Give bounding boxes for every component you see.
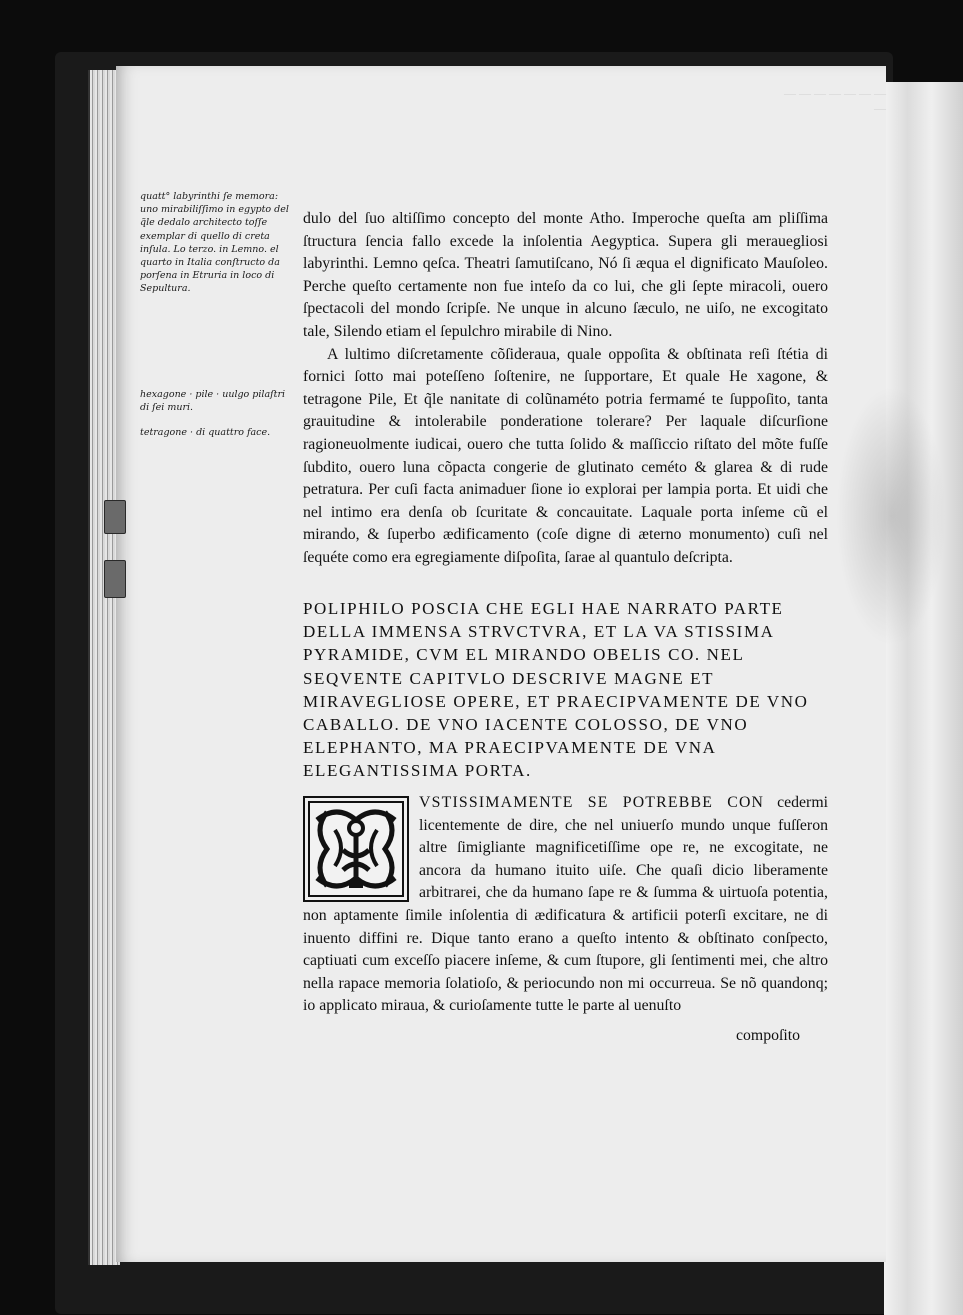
decorated-initial bbox=[303, 796, 409, 902]
catchword: compoſito bbox=[736, 1027, 801, 1044]
chapter-heading: POLIPHILO POSCIA CHE EGLI HAE NARRATO PARTE DELLA IMMENSA STRVCTVRA, ET LA VA STISSIMA PYRAMIDE, CVM EL MIRANDO OBELIS CO. NEL SEQVENTE CAPITVLO DESCRIVE MAGNE ET MIRAVEGLIOSE OPERE, ET PRAECIPVAMENTE DE VNO CABALLO. DE VNO IACENTE COLOSSO, DE VNO ELEPHANTO, MA PRAECIPVAMENTE DE VNA ELEGANTISSIMA PORTA. bbox=[303, 599, 809, 781]
clasp-top bbox=[104, 500, 126, 534]
facing-page-edge bbox=[884, 82, 963, 1315]
knotwork-ornament-icon bbox=[307, 800, 405, 898]
chapter-text: cedermi licentemente de dire, che nel uniuerſo mundo unque fuſſeron altre ſimigliante magnificetiſſime ope re, ne excogitate, ne ancora da humano ituito uiſe. Che quaſi dicio liberamente arbitrarei, che da humano ſape re & ſumma & uirtuoſa potentia, non aptamente ſimile inſolentia di ædificatura & artificii poterſi excitare, ne di inuento diffini re. Dique tanto erano a queſto intento & obſtinato conſpecto, captiuati cum exceſſo piacere inſeme, & cum ſtupore, gli ſentimenti mei, che altro nella rapace memoria ſolatioſo, & periocundo non mi occurreua. Se nõ quandonq; io applicato miraua, & curioſamente tutte le parte al uenuſto bbox=[303, 794, 828, 1015]
paragraph-continued: dulo del ſuo altiſſimo concepto del monte Atho. Imperoche queſta am pliſſima ſtructura ſencia fallo excede la inſolentia Aegyptica. Supera gli merauegliosi labyrinthi. Lemno qeſca. Theatri ſamutiſcano, Nó ſi æqua el dignificato Mauſoleo. Perche queſto certamente non fue inteſo da co lui, che gli ſepte miracoli, ouero ſpectacoli del mondo ſcripſe. Ne unque in alcuno ſæculo, ne uiſo, ne excogitato tale, Silendo etiam el ſepulchro mirabile di Nino. bbox=[303, 210, 828, 340]
margin-note-labyrinths: quatt° labyrinthi ſe memora: uno mirabiliſſimo in egypto del q̃le dedalo architecto toſſe exemplar di quello di creta inſula. Lo terzo. in Lemno. el quarto in Italia conſtructo da porſena in Etruria in loco di Sepultura. bbox=[140, 191, 289, 295]
chapter-first-line: VSTISSIMAMENTE SE POTREBBE CON bbox=[419, 794, 765, 811]
margin-note-hexagone: hexagone · pile · uulgo pilaſtri di ſei muri. bbox=[140, 389, 286, 414]
paragraph-second: A lultimo diſcretamente cõſideraua, quale oppoſita & obſtinata reſi ſtétia di fornici ſotto mai poteſſeno ſoſtenire, ne ſupportare, Et quale He xagone, & tetragone Pile, Et q̃le nanitate di colũnaméto potria fermamé te ſuppoſito, tanta grauitudine & intolerabile ponderatione tolerare? Per laquale diſcurſione ragioneuolmente iudicai, ouero che tutta ſolido & maſſiccio riſtato del mõte fuſſe ſubdito, ouero luna cõpacta congerie de glutinato ceméto & glarea & di rude petratura. Per cuſi facta animaduer ſione io explorai per lampia porta. Et uidi che nel intimo era denſa ob ſcuritate & concauitate. Laquale porta inſeme cũ el mirando, & ſuperbo ædificamento (coſe digne di æterno monumento) cuſi nel ſequéte como era egregiamente diſpoſita, ſarae al quantulo deſcripta. bbox=[303, 345, 828, 566]
clasp-bottom bbox=[104, 560, 126, 598]
chapter-body bbox=[303, 792, 828, 1018]
bleed-through-text: — — — — — — — — bbox=[784, 86, 886, 115]
water-stain bbox=[836, 386, 946, 646]
margin-note-tetragone: tetragone · di quattro face. bbox=[140, 427, 271, 438]
main-text-block bbox=[303, 208, 828, 570]
